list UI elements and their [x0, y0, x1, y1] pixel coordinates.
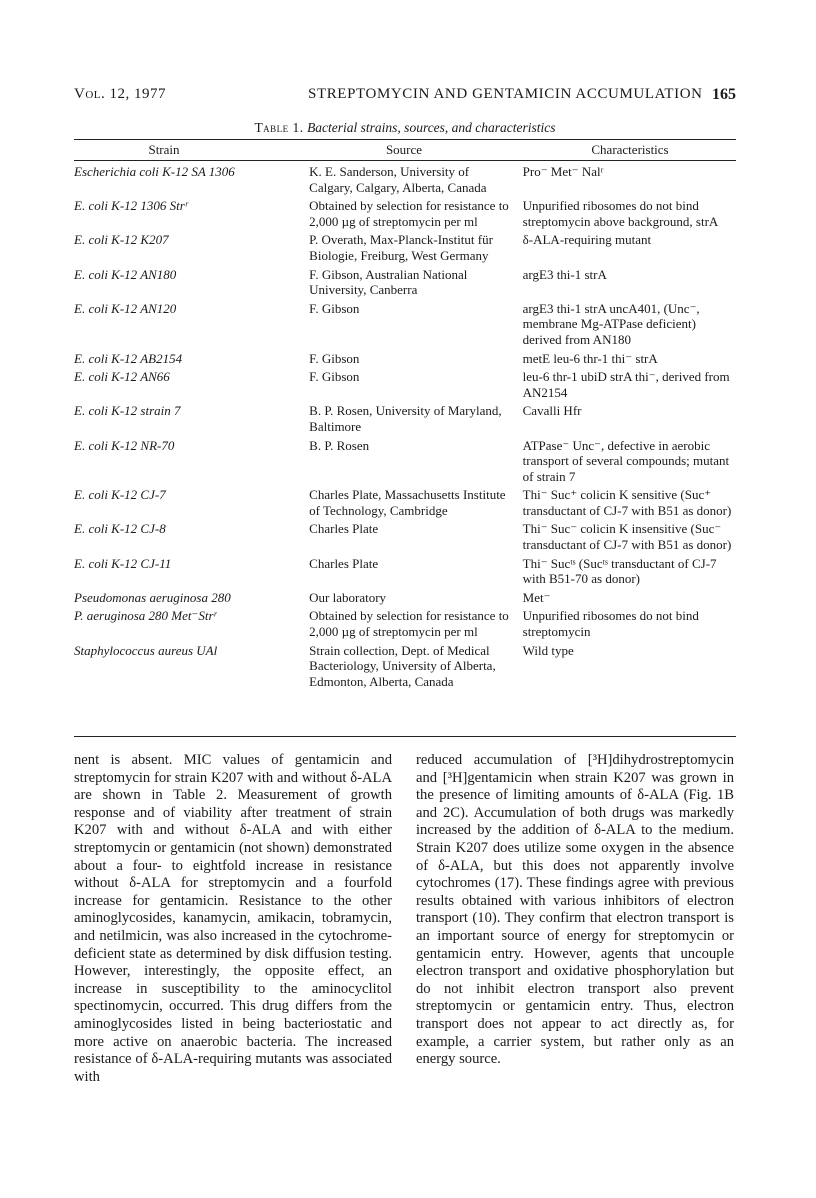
column-header-characteristics: Characteristics	[591, 142, 669, 157]
strain-cell: E. coli K-12 1306 Strʳ	[74, 198, 188, 214]
table-label: Table 1.	[254, 120, 304, 135]
table-top-rule	[74, 139, 736, 140]
strain-cell: E. coli K-12 AN180	[74, 266, 177, 282]
table-title: Bacterial strains, sources, and characteristics	[307, 120, 556, 135]
page-number: 165	[712, 86, 736, 103]
strain-cell: E. coli K-12 CJ-11	[74, 555, 172, 571]
source-cell: F. Gibson	[309, 350, 360, 366]
characteristics-cell: Cavalli Hfr	[522, 403, 582, 419]
source-cell: Obtained by selection for resistance to 2,000 µg of streptomycin per ml	[309, 608, 509, 640]
characteristics-cell: Unpurified ribosomes do not bind streptomycin above background, strA	[522, 198, 719, 229]
running-head: STREPTOMYCIN AND GENTAMICIN ACCUMULATION	[308, 86, 703, 102]
table-row	[74, 643, 736, 690]
column-header-source: Source	[385, 142, 423, 157]
strain-cell: E. coli K-12 K207	[74, 232, 169, 248]
source-cell: F. Gibson	[309, 369, 360, 385]
body-column-left	[74, 752, 392, 1086]
strain-cell: E. coli K-12 CJ-8	[74, 521, 166, 537]
source-cell: Charles Plate, Massachusetts Institute of Technology, Cambridge	[309, 487, 506, 518]
source-cell: Charles Plate	[309, 555, 379, 571]
strain-cell: E. coli K-12 AB2154	[74, 350, 183, 366]
characteristics-cell: metE leu-6 thr-1 thi⁻ strA	[522, 350, 658, 366]
table-row	[74, 232, 736, 263]
strain-cell: E. coli K-12 CJ-7	[74, 487, 166, 503]
journal-volume: Vol. 12, 1977	[74, 86, 166, 102]
characteristics-cell: Thi⁻ Suc⁺ colicin K sensitive (Suc⁺ transductant of CJ-7 with B51 as donor)	[522, 487, 732, 518]
strain-cell: P. aeruginosa 280 Met⁻Strʳ	[74, 608, 217, 624]
strain-cell: Escherichia coli K-12 SA 1306	[74, 164, 235, 179]
characteristics-cell: Met⁻	[522, 589, 551, 605]
table-header-rule	[74, 160, 736, 161]
table-row	[74, 267, 736, 298]
table-row	[74, 369, 736, 400]
table-row	[74, 590, 736, 606]
table-row	[74, 164, 736, 195]
strain-cell: E. coli K-12 strain 7	[74, 403, 181, 419]
characteristics-cell: argE3 thi-1 strA uncA401, (Unc⁻, membrane Mg-ATPase deficient) derived from AN180	[522, 300, 700, 347]
characteristics-cell: Unpurified ribosomes do not bind streptomycin	[522, 608, 699, 640]
table-bottom-rule	[74, 736, 736, 737]
page-header	[74, 86, 736, 106]
source-cell: P. Overath, Max-Planck-Institut für Biologie, Freiburg, West Germany	[309, 232, 493, 263]
table-row	[74, 198, 736, 229]
characteristics-cell: Pro⁻ Met⁻ Nalʳ	[522, 164, 604, 179]
source-cell: F. Gibson, Australian National University, Canberra	[309, 266, 468, 298]
characteristics-cell: Thi⁻ Sucᵗˢ (Sucᵗˢ transductant of CJ-7 with B51-70 as donor)	[522, 555, 717, 587]
table-row	[74, 556, 736, 587]
characteristics-cell: Wild type	[522, 642, 574, 658]
strain-table	[74, 164, 736, 692]
table-row	[74, 521, 736, 552]
table-row	[74, 608, 736, 639]
characteristics-cell: ATPase⁻ Unc⁻, defective in aerobic transport of several compounds; mutant of strain 7	[522, 437, 730, 484]
column-header-strain: Strain	[148, 142, 180, 157]
source-cell: K. E. Sanderson, University of Calgary, Calgary, Alberta, Canada	[309, 164, 487, 195]
body-column-right	[416, 752, 734, 1069]
table-row	[74, 351, 736, 367]
strain-cell: Staphylococcus aureus UAl	[74, 642, 218, 658]
table-header-row	[74, 142, 736, 158]
characteristics-cell: argE3 thi-1 strA	[522, 266, 607, 282]
source-cell: Strain collection, Dept. of Medical Bacteriology, University of Alberta, Edmonton, Alberta, Canada	[309, 642, 496, 689]
source-cell: F. Gibson	[309, 300, 360, 316]
source-cell: B. P. Rosen, University of Maryland, Baltimore	[309, 403, 502, 434]
characteristics-cell: δ-ALA-requiring mutant	[522, 232, 652, 248]
source-cell: Charles Plate	[309, 521, 379, 537]
strain-cell: E. coli K-12 AN120	[74, 300, 177, 316]
table-row	[74, 438, 736, 485]
characteristics-cell: Thi⁻ Suc⁻ colicin K insensitive (Suc⁻ transductant of CJ-7 with B51 as donor)	[522, 521, 732, 553]
source-cell: Our laboratory	[309, 589, 387, 605]
table-caption	[74, 120, 736, 136]
strain-cell: E. coli K-12 AN66	[74, 369, 170, 385]
characteristics-cell: leu-6 thr-1 ubiD strA thi⁻, derived from AN2154	[522, 369, 730, 400]
source-cell: Obtained by selection for resistance to 2,000 µg of streptomycin per ml	[309, 198, 509, 229]
table-row	[74, 403, 736, 434]
source-cell: B. P. Rosen	[309, 437, 370, 453]
strain-cell: Pseudomonas aeruginosa 280	[74, 589, 231, 605]
strain-cell: E. coli K-12 NR-70	[74, 437, 175, 453]
body-paragraph-right: reduced accumulation of [³H]dihydrostreptomycin and [³H]gentamicin when strain K207 was grown in the presence of limiting amounts of δ-ALA (Fig. 1B and 2C). Accumulation of both drugs was markedly increased by the addition of δ-ALA to the medium. Strain K207 does utilize some oxygen in the absence of δ-ALA, but this does not apparently involve cytochromes (17). These findings agree with previous results obtained with various inhibitors of electron transport (10). They confirm that electron transport is an important source of energy for streptomycin or gentamicin entry. However, agents that uncouple electron transport and oxidative phosphorylation but do not inhibit electron transport also prevent streptomycin or gentamicin entry. Thus, electron transport does not appear to act directly as, for example, a carrier system, but rather only as an energy source.	[416, 752, 734, 1068]
table-row	[74, 487, 736, 518]
table-row	[74, 301, 736, 348]
body-paragraph-left: nent is absent. MIC values of gentamicin and streptomycin for strain K207 with and without δ-ALA are shown in Table 2. Measurement of growth response and of viability after treatment of strain K207 with and without δ-ALA and with either streptomycin or gentamicin (not shown) demonstrated about a four- to eightfold increase in resistance without δ-ALA for streptomycin and a fourfold increase for gentamicin. Resistance to the other aminoglycosides, kanamycin, amikacin, tobramycin, and netilmicin, was also increased in the cytochrome-deficient state as determined by disk diffusion testing. However, interestingly, the opposite effect, an increase in susceptibility to the aminocyclitol spectinomycin, occurred. This drug differs from the aminoglycosides listed in being bacteriostatic and more active on anaerobic bacteria. The increased resistance of δ-ALA-requiring mutants was associated with	[74, 752, 392, 1085]
